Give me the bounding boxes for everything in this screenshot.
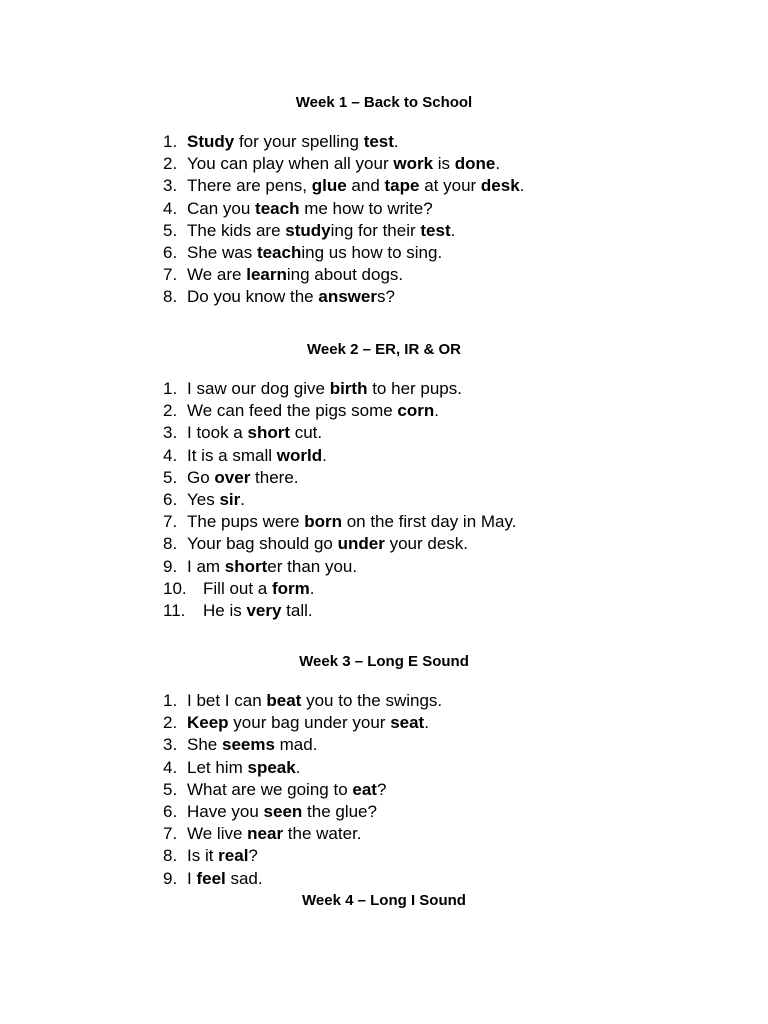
sentence-number: 9. xyxy=(163,868,178,888)
week-1-heading: Week 1 – Back to School xyxy=(295,94,473,111)
sentence-fragment: on the first day in May. xyxy=(341,512,517,532)
sentence-text xyxy=(187,712,429,734)
sentence-fragment: It is a small xyxy=(187,445,277,465)
sentence-item xyxy=(163,690,723,712)
sentence-item xyxy=(163,175,723,197)
sentence-number: 1. xyxy=(163,691,178,710)
sentence-fragment: She xyxy=(187,735,222,755)
sentence-text xyxy=(187,489,245,511)
sentence-text xyxy=(187,445,327,467)
sentence-fragment: sad. xyxy=(225,868,263,888)
sentence-fragment: I took a xyxy=(187,423,248,443)
spelling-word: teach xyxy=(255,198,300,218)
sentence-item xyxy=(163,734,723,756)
sentence-fragment: What are we going to xyxy=(187,779,353,799)
sentence-item xyxy=(163,556,723,578)
sentence-fragment: . xyxy=(322,445,327,465)
sentence-number: 8. xyxy=(163,287,178,307)
spelling-word: beat xyxy=(266,691,302,710)
sentence-fragment: cut. xyxy=(289,423,323,443)
sentence-text xyxy=(187,801,377,823)
sentence-item xyxy=(163,533,723,555)
spelling-word: short xyxy=(224,556,268,576)
sentence-number: 4. xyxy=(163,198,178,218)
sentence-fragment: . xyxy=(424,713,429,733)
sentence-fragment: Do you know the xyxy=(187,287,319,307)
spelling-word: seems xyxy=(221,735,275,755)
sentence-fragment: I xyxy=(187,868,197,888)
spelling-word: short xyxy=(247,423,290,443)
sentence-number: 4. xyxy=(163,757,178,777)
spelling-word: Keep xyxy=(187,713,229,733)
sentence-fragment: and xyxy=(346,176,385,196)
spelling-word: seat xyxy=(390,713,425,733)
sentence-text xyxy=(187,690,442,712)
sentence-item xyxy=(163,445,723,467)
sentence-text xyxy=(187,220,455,242)
sentence-fragment: tall. xyxy=(281,600,313,620)
sentence-item xyxy=(163,131,723,153)
sentence-fragment: . xyxy=(295,757,301,777)
sentence-text xyxy=(187,845,258,867)
sentence-text xyxy=(187,556,357,578)
sentence-text xyxy=(187,153,500,175)
sentence-fragment: the glue? xyxy=(302,801,377,821)
sentence-fragment: The pups were xyxy=(187,512,305,532)
sentence-fragment: Is it xyxy=(187,846,219,866)
sentence-number: 9. xyxy=(163,556,178,576)
sentence-fragment: the water. xyxy=(283,824,362,844)
sentence-item xyxy=(163,378,723,400)
sentence-text xyxy=(187,198,433,220)
sentence-item xyxy=(163,868,723,890)
sentence-number: 6. xyxy=(163,242,178,262)
sentence-text xyxy=(187,757,300,779)
spelling-word: learn xyxy=(246,265,287,285)
sentence-item xyxy=(163,286,723,308)
week-4-heading: Week 4 – Long I Sound xyxy=(302,892,466,909)
sentence-fragment: Let him xyxy=(187,757,248,777)
sentence-number: 3. xyxy=(163,735,178,755)
sentence-text xyxy=(187,511,516,533)
sentence-text xyxy=(187,378,462,400)
spelling-word: under xyxy=(337,534,385,554)
spelling-word: eat xyxy=(352,779,377,799)
spelling-word: feel xyxy=(196,868,226,888)
sentence-item xyxy=(163,264,723,286)
sentence-number: 11. xyxy=(163,600,186,620)
sentence-fragment: Have you xyxy=(187,801,264,821)
sentence-text xyxy=(187,400,439,422)
sentence-fragment: We are xyxy=(187,265,247,285)
sentence-fragment: er than you. xyxy=(267,556,358,576)
sentence-fragment: She was xyxy=(187,242,257,262)
spelling-word: work xyxy=(393,154,434,174)
sentence-fragment: . xyxy=(240,489,245,509)
sentence-number: 4. xyxy=(163,445,178,465)
sentence-fragment: me how to write? xyxy=(299,198,433,218)
sentence-text xyxy=(187,779,386,801)
sentence-fragment: mad. xyxy=(274,735,318,755)
spelling-word: glue xyxy=(311,176,347,196)
sentence-fragment: ? xyxy=(376,779,387,799)
spelling-word: seen xyxy=(263,801,303,821)
sentence-item xyxy=(163,220,723,242)
sentence-fragment: your bag under your xyxy=(228,713,391,733)
spelling-word: real xyxy=(218,846,249,866)
spelling-word: sir xyxy=(219,489,241,509)
sentence-text xyxy=(203,578,315,600)
sentence-fragment: ? xyxy=(248,846,258,866)
spelling-word: teach xyxy=(256,242,302,262)
sentence-item xyxy=(163,422,723,444)
spelling-word: tape xyxy=(384,176,420,196)
sentence-fragment: Yes xyxy=(187,489,220,509)
spelling-word: corn xyxy=(397,401,435,421)
sentence-fragment: . xyxy=(393,132,399,151)
spelling-word: birth xyxy=(329,379,368,398)
sentence-fragment: your desk. xyxy=(384,534,468,554)
sentence-number: 7. xyxy=(163,265,178,285)
sentence-item xyxy=(163,823,723,845)
sentence-text xyxy=(187,286,395,308)
sentence-fragment: s? xyxy=(376,287,395,307)
spelling-word: Study xyxy=(187,132,235,151)
sentence-text xyxy=(187,823,362,845)
sentence-number: 5. xyxy=(163,779,178,799)
spelling-word: born xyxy=(304,512,342,532)
week-2-sentence-list xyxy=(163,378,723,622)
sentence-item xyxy=(163,779,723,801)
sentence-item xyxy=(163,712,723,734)
spelling-word: near xyxy=(247,824,284,844)
spelling-word: speak xyxy=(247,757,296,777)
sentence-item xyxy=(163,489,723,511)
sentence-fragment: . xyxy=(495,154,501,174)
sentence-item xyxy=(163,242,723,264)
sentence-text xyxy=(187,868,263,890)
sentence-fragment: You can play when all your xyxy=(187,154,394,174)
sentence-number: 2. xyxy=(163,401,178,421)
sentence-fragment: We live xyxy=(187,824,248,844)
sentence-item xyxy=(163,757,723,779)
sentence-number: 2. xyxy=(163,713,178,733)
sentence-fragment: I bet I can xyxy=(187,691,267,710)
sentence-number: 5. xyxy=(163,220,178,240)
sentence-fragment: . xyxy=(309,578,315,598)
spelling-word: world xyxy=(276,445,323,465)
sentence-number: 2. xyxy=(163,154,178,174)
sentence-number: 3. xyxy=(163,423,178,443)
sentence-fragment: is xyxy=(433,154,455,174)
sentence-fragment: . xyxy=(450,220,456,240)
sentence-number: 1. xyxy=(163,379,178,398)
spelling-word: very xyxy=(246,600,282,620)
sentence-number: 8. xyxy=(163,846,178,866)
sentence-number: 10. xyxy=(163,578,187,598)
sentence-fragment: there. xyxy=(250,467,299,487)
sentence-fragment: There are pens, xyxy=(187,176,312,196)
sentence-text xyxy=(187,242,442,264)
spelling-word: desk xyxy=(480,176,520,196)
sentence-text xyxy=(187,734,317,756)
sentence-item xyxy=(163,400,723,422)
sentence-fragment: Fill out a xyxy=(203,578,272,598)
sentence-fragment: Your bag should go xyxy=(187,534,338,554)
sentence-text xyxy=(187,422,322,444)
sentence-fragment: you to the swings. xyxy=(301,691,443,710)
sentence-item xyxy=(163,801,723,823)
spelling-word: answer xyxy=(318,287,377,307)
sentence-text xyxy=(187,264,403,286)
spelling-word: test xyxy=(363,132,394,151)
sentence-item xyxy=(163,578,723,600)
sentence-fragment: I saw our dog give xyxy=(187,379,330,398)
spelling-word: study xyxy=(285,220,331,240)
sentence-fragment: ing about dogs. xyxy=(286,265,404,285)
sentence-fragment: We can feed the pigs some xyxy=(187,401,398,421)
sentence-item xyxy=(163,198,723,220)
sentence-fragment: Can you xyxy=(187,198,256,218)
sentence-fragment: ing us how to sing. xyxy=(301,242,443,262)
sentence-text xyxy=(187,533,468,555)
sentence-number: 5. xyxy=(163,467,178,487)
sentence-number: 6. xyxy=(163,489,178,509)
week-3-heading: Week 3 – Long E Sound xyxy=(299,653,469,670)
sentence-item xyxy=(163,153,723,175)
sentence-fragment: for your spelling xyxy=(234,132,364,151)
sentence-text xyxy=(187,131,399,153)
sentence-number: 7. xyxy=(163,512,178,532)
sentence-number: 7. xyxy=(163,824,178,844)
sentence-number: 3. xyxy=(163,176,178,196)
spelling-word: test xyxy=(420,220,451,240)
sentence-text xyxy=(187,467,299,489)
sentence-fragment: The kids are xyxy=(187,220,286,240)
sentence-fragment: . xyxy=(434,401,439,421)
sentence-fragment: He is xyxy=(203,600,247,620)
sentence-fragment: I am xyxy=(187,556,225,576)
sentence-item xyxy=(163,511,723,533)
sentence-item xyxy=(163,845,723,867)
sentence-fragment: to her pups. xyxy=(367,379,462,398)
sentence-number: 8. xyxy=(163,534,178,554)
sentence-fragment: Go xyxy=(187,467,215,487)
week-2-heading: Week 2 – ER, IR & OR xyxy=(307,341,461,358)
sentence-fragment: at your xyxy=(419,176,481,196)
sentence-number: 6. xyxy=(163,801,178,821)
sentence-text xyxy=(203,600,313,622)
week-1-sentence-list xyxy=(163,131,723,309)
sentence-fragment: . xyxy=(519,176,525,196)
sentence-item xyxy=(163,467,723,489)
spelling-word: form xyxy=(271,578,310,598)
sentence-fragment: ing for their xyxy=(330,220,421,240)
sentence-number: 1. xyxy=(163,132,178,151)
spelling-word: over xyxy=(214,467,251,487)
spelling-word: done xyxy=(454,154,496,174)
sentence-item xyxy=(163,600,723,622)
week-3-sentence-list xyxy=(163,690,723,890)
sentence-text xyxy=(187,175,524,197)
